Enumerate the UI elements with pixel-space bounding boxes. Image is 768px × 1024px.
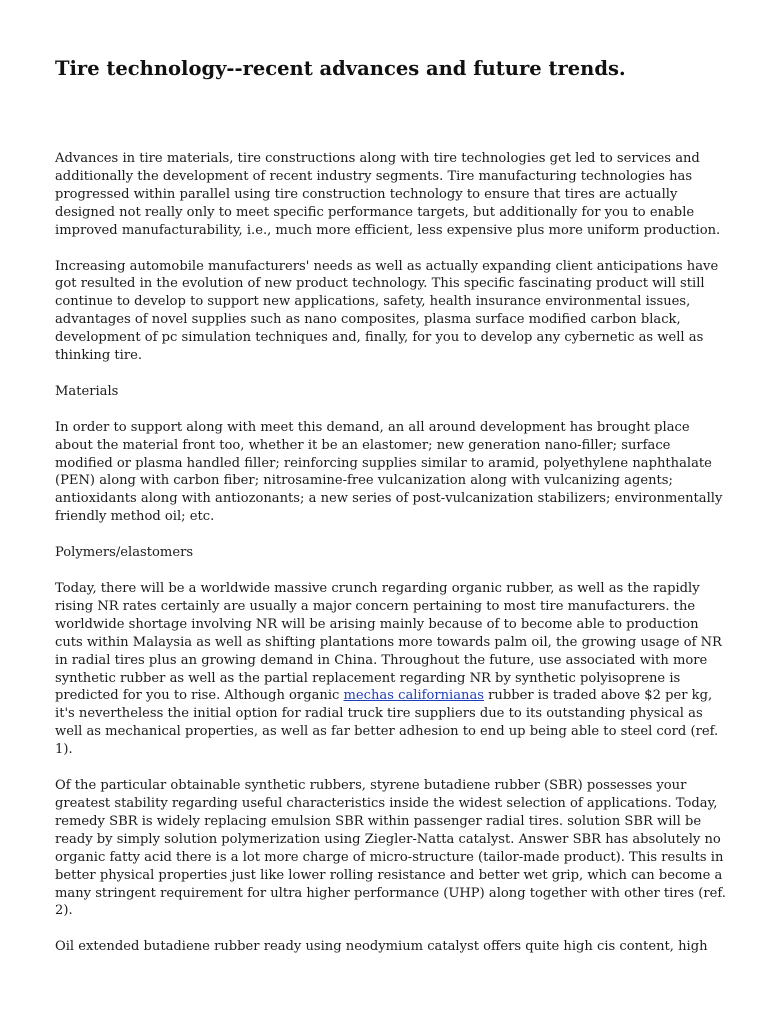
paragraph-manufacturers [55, 258, 735, 365]
mechas-californianas-link[interactable]: mechas californianas [343, 688, 485, 704]
text-line: got resulted in the evolution of new product technology. This specific fascinating product will still [55, 276, 705, 292]
text-line: progressed within parallel using tire construction technology to ensure that tires are actually [55, 186, 678, 202]
paragraph-butadiene-rubber [55, 938, 735, 956]
text-line: development of pc simulation techniques and, finally, for you to develop any cybernetic as well as [55, 330, 704, 346]
text-line: thinking tire. [55, 348, 143, 364]
text-line: (PEN) along with carbon fiber; nitrosamine-free vulcanization along with vulcanizing agents; [55, 473, 673, 489]
text-line: many stringent requirement for ultra higher performance (UHP) along together with other tires (ref. [55, 885, 726, 901]
text-line: cuts within Malaysia as well as shifting plantations more towards palm oil, the growing usage of NR [55, 634, 722, 650]
text-after-link: rubber is traded above $2 per kg, [484, 688, 713, 704]
text-line: synthetic rubber as well as the partial replacement regarding NR by synthetic polyisoprene is [55, 670, 681, 686]
paragraph-materials [55, 419, 735, 526]
section-heading-materials: Materials [55, 383, 119, 399]
paragraph-synthetic-rubbers [55, 777, 735, 920]
text-line-with-link [55, 687, 735, 705]
section-heading-polymers: Polymers/elastomers [55, 545, 194, 561]
text-line: organic fatty acid there is a lot more charge of micro-structure (tailor-made product). This results in [55, 849, 724, 865]
text-line: remedy SBR is widely replacing emulsion SBR within passenger radial tires. solution SBR will be [55, 813, 702, 829]
text-line: Oil extended butadiene rubber ready using neodymium catalyst offers quite high cis content, high [55, 939, 708, 955]
text-line: Today, there will be a worldwide massive crunch regarding organic rubber, as well as the rapidly [55, 581, 700, 596]
text-line: Increasing automobile manufacturers' needs as well as actually expanding client anticipations have [55, 258, 719, 274]
text-line: better physical properties just like lower rolling resistance and better wet grip, which can become a [55, 867, 723, 883]
text-line: about the material front too, whether it be an elastomer; new generation nano-filler; surface [55, 437, 671, 453]
text-line: in radial tires plus an growing demand in China. Throughout the future, use associated with more [55, 652, 708, 668]
text-line: modified or plasma handled filler; reinforcing supplies similar to aramid, polyethylene naphthalate [55, 455, 712, 471]
paragraph-natural-rubber [55, 580, 735, 759]
text-line: 1). [55, 742, 73, 758]
text-line: friendly method oil; etc. [55, 509, 215, 525]
text-line: greatest stability regarding useful characteristics inside the widest selection of applications. Today, [55, 795, 718, 811]
text-line: Advances in tire materials, tire constructions along with tire technologies get led to services and [55, 151, 700, 166]
text-line: In order to support along with meet this demand, an all around development has brought place [55, 419, 690, 435]
text-line: improved manufacturability, i.e., much more efficient, less expensive plus more uniform production. [55, 222, 721, 238]
text-line: rising NR rates certainly are usually a major concern pertaining to most tire manufacturers. the [55, 598, 696, 614]
paragraph-intro [55, 150, 735, 240]
text-line: well as mechanical properties, as well as far better adhesion to end up being able to steel cord (ref. [55, 724, 719, 740]
text-line: additionally the development of recent industry segments. Tire manufacturing technologies has [55, 168, 693, 184]
document-body [55, 150, 735, 974]
text-line: worldwide shortage involving NR will be arising mainly because of to become able to production [55, 616, 699, 632]
text-line: Of the particular obtainable synthetic rubbers, styrene butadiene rubber (SBR) possesses your [55, 778, 687, 794]
text-line: 2). [55, 903, 73, 919]
text-line: antioxidants along with antiozonants; a new series of post-vulcanization stabilizers; environmentally [55, 491, 723, 507]
text-line: advantages of novel supplies such as nano composites, plasma surface modified carbon black, [55, 312, 681, 328]
text-line: designed not really only to meet specific performance targets, but additionally for you to enable [55, 204, 695, 220]
text-before-link: predicted for you to rise. Although organic [55, 688, 344, 704]
text-line: ready by simply solution polymerization using Ziegler-Natta catalyst. Answer SBR has absolutely no [55, 831, 721, 847]
text-line: continue to develop to support new applications, safety, health insurance environmental issues, [55, 294, 691, 310]
text-line: it's nevertheless the initial option for radial truck tire suppliers due to its outstanding physical as [55, 706, 703, 722]
document-title: Tire technology--recent advances and future trends. [55, 57, 626, 80]
